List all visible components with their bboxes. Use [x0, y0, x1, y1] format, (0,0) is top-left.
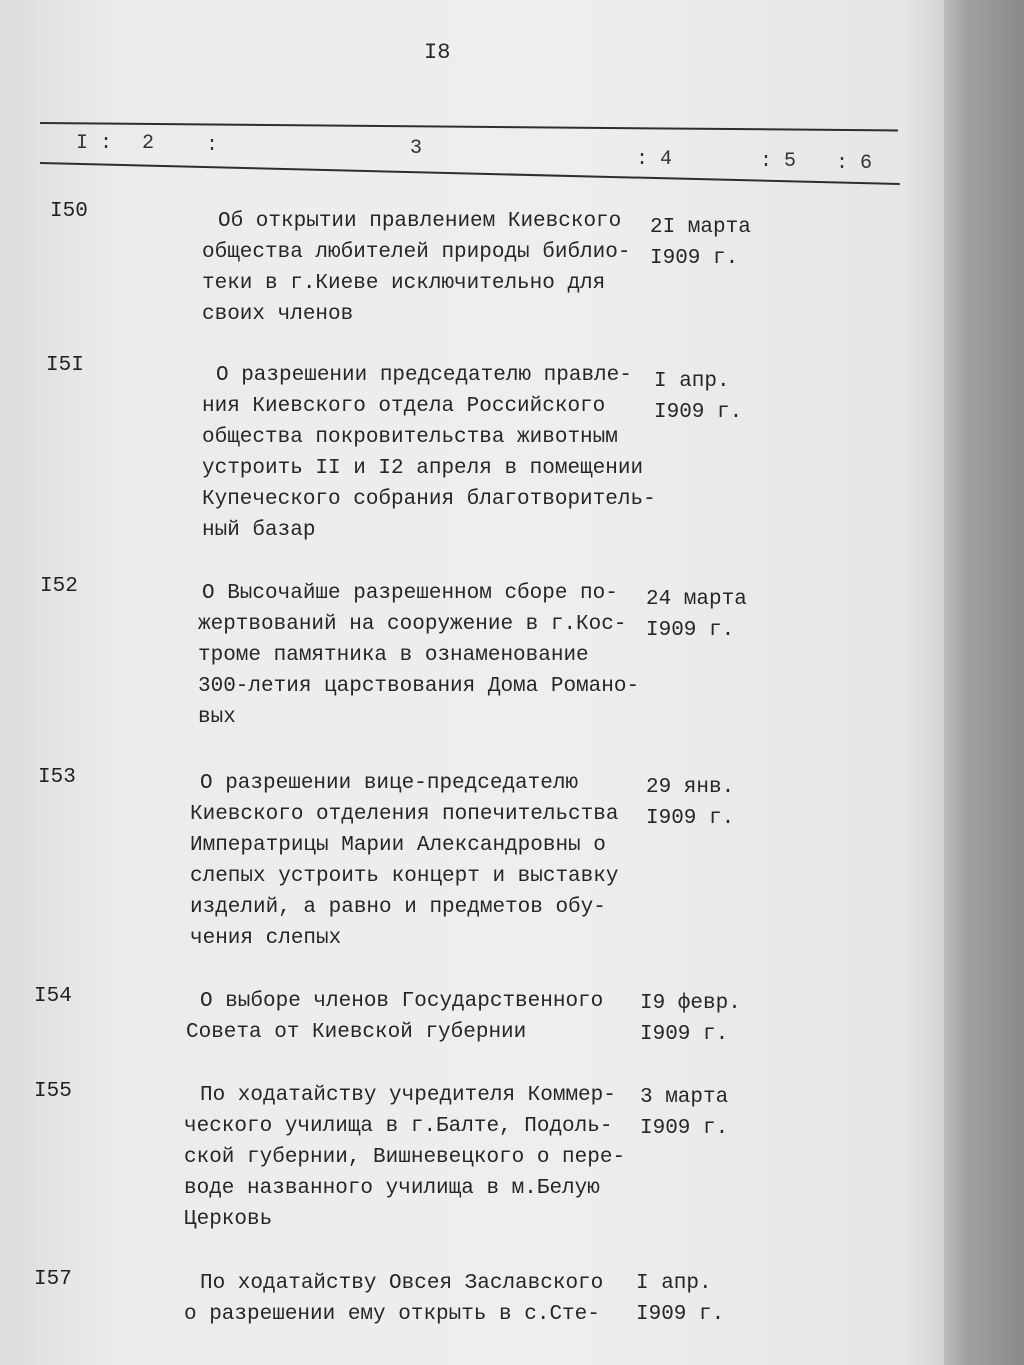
- entry-date-day: I9 февр.: [640, 992, 741, 1015]
- entry-date-year: I909 г.: [646, 619, 735, 642]
- entry-text-line: Об открытии правлением Киевского: [218, 210, 622, 233]
- entry-text-line: О Высочайше разрешенном сборе по-: [202, 582, 618, 605]
- entry-date-year: I909 г.: [654, 401, 743, 424]
- entry-date: [636, 1268, 724, 1330]
- entry-date-year: I909 г.: [640, 1023, 729, 1046]
- entry-text-line: О разрешении председателю правле-: [216, 364, 632, 387]
- entry-date-day: I апр.: [636, 1272, 712, 1295]
- entry-number: I57: [34, 1268, 72, 1291]
- entry-text-line: По ходатайству Овсея Заславского: [200, 1272, 604, 1295]
- entry-text-line: Церковь: [184, 1208, 273, 1231]
- entry-text-line: чения слепых: [190, 927, 342, 950]
- entry-text-line: По ходатайству учредителя Коммер-: [200, 1084, 616, 1107]
- entry-text-line: 300-летия царствования Дома Романо-: [198, 675, 640, 698]
- entry-date-day: 29 янв.: [646, 776, 735, 799]
- page-edge-shadow: [944, 0, 1024, 1365]
- entry-text-line: вых: [198, 706, 236, 729]
- column-header-2: 2: [142, 132, 155, 155]
- header-top-rule: [40, 122, 898, 131]
- entry-text-line: О выборе членов Государственного: [200, 990, 604, 1013]
- entry-text-line: своих членов: [202, 303, 354, 326]
- entry-text-line: устроить II и I2 апреля в помещении: [202, 457, 644, 480]
- entry-date: [640, 1082, 728, 1144]
- entry-number: I55: [34, 1080, 72, 1103]
- entry-date: [646, 772, 734, 834]
- entry-text: [184, 1268, 654, 1330]
- entry-number: I52: [40, 575, 78, 598]
- entry-text-line: воде названного училища в м.Белую: [184, 1177, 600, 1200]
- entry-text: [202, 206, 672, 330]
- entry-text-line: ческого училища в г.Балте, Подоль-: [184, 1115, 613, 1138]
- entry-date-day: 3 марта: [640, 1086, 729, 1109]
- entry-text-line: Киевского отделения попечительства: [190, 803, 619, 826]
- entry-text-line: общества покровительства животным: [202, 426, 618, 449]
- entry-date-day: 2I марта: [650, 216, 751, 239]
- entry-text-line: Совета от Киевской губернии: [186, 1021, 527, 1044]
- entry-number: I54: [34, 985, 72, 1008]
- entry-date: [654, 366, 742, 428]
- entry-text-line: Купеческого собрания благотворитель-: [202, 488, 656, 511]
- entry-date-day: 24 марта: [646, 588, 747, 611]
- column-header-6: : 6: [836, 152, 873, 175]
- entry-number: I5I: [46, 354, 84, 377]
- entry-text-line: жертвований на сооружение в г.Кос-: [198, 613, 627, 636]
- entry-text: [198, 578, 668, 733]
- entry-text-line: ской губернии, Вишневецкого о пере-: [184, 1146, 626, 1169]
- column-header-3: 3: [410, 137, 423, 160]
- entry-text-line: общества любителей природы библио-: [202, 241, 631, 264]
- entry-date: [646, 584, 747, 646]
- entry-text-line: троме памятника в ознаменование: [198, 644, 589, 667]
- entry-text: [186, 986, 656, 1048]
- entry-text-line: ния Киевского отдела Российского: [202, 395, 606, 418]
- page-number: I8: [424, 40, 451, 65]
- column-header-5: : 5: [760, 150, 797, 173]
- entry-date: [640, 988, 741, 1050]
- entry-text-line: изделий, а равно и предметов обу-: [190, 896, 606, 919]
- entry-text-line: слепых устроить концерт и выставку: [190, 865, 619, 888]
- entry-text: [202, 360, 672, 546]
- entry-date-year: I909 г.: [650, 247, 739, 270]
- entry-date-day: I апр.: [654, 370, 730, 393]
- entry-text-line: теки в г.Киеве исключительно для: [202, 272, 606, 295]
- entry-text-line: Императрицы Марии Александровны о: [190, 834, 606, 857]
- entry-text-line: о разрешении ему открыть в с.Сте-: [184, 1303, 600, 1326]
- entry-date: [650, 212, 751, 274]
- entry-text-line: О разрешении вице-председателю: [200, 772, 579, 795]
- entry-date-year: I909 г.: [640, 1117, 729, 1140]
- entry-number: I53: [38, 766, 76, 789]
- column-header-4: : 4: [636, 148, 673, 171]
- entry-text: [190, 768, 660, 954]
- entry-text-line: ный базар: [202, 519, 316, 542]
- entry-text: [184, 1080, 654, 1235]
- column-header-2-separator: :: [206, 134, 219, 157]
- column-header-1: I :: [76, 132, 113, 155]
- entry-number: I50: [50, 200, 88, 223]
- entry-date-year: I909 г.: [636, 1303, 725, 1326]
- entry-date-year: I909 г.: [646, 807, 735, 830]
